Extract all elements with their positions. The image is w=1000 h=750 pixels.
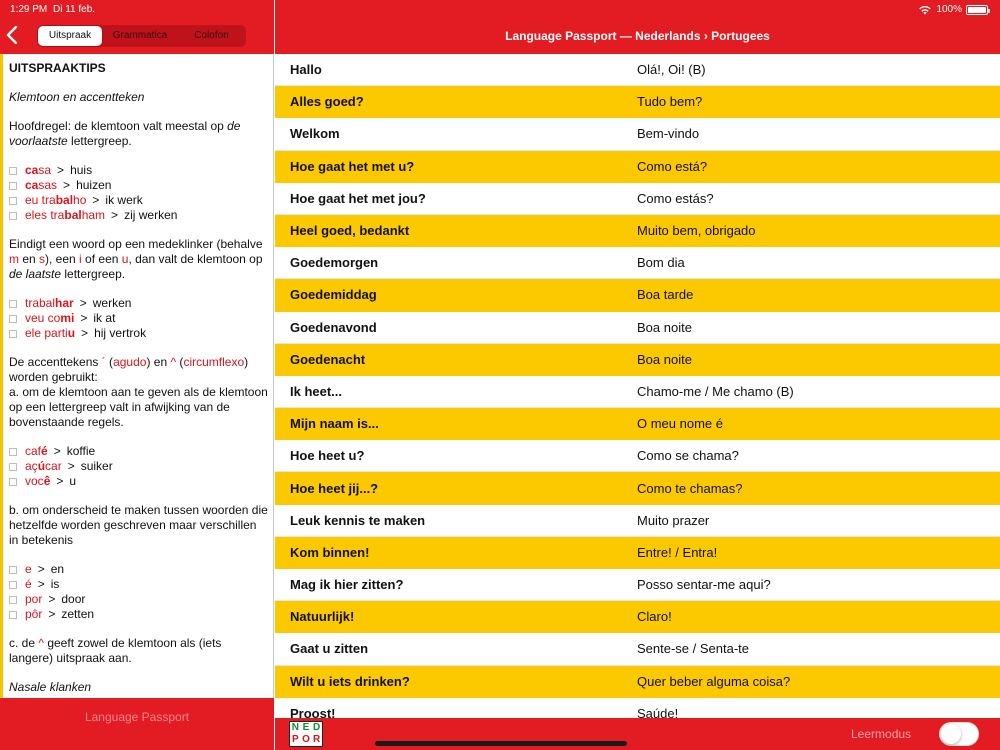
phrase-portuguese: Saúde! — [637, 705, 679, 718]
rule-3a: a. om de klemtoon aan te geven als de klemtoon op een lettergreep valt in afwijking van de bovenstaande regels. — [9, 385, 268, 429]
phrase-dutch: Welkom — [290, 126, 340, 142]
phrase-portuguese: Sente-se / Senta-te — [637, 641, 750, 657]
checkbox-icon — [9, 596, 17, 604]
checkbox-icon — [9, 448, 17, 456]
right-footer — [275, 718, 1000, 750]
phrase-row[interactable] — [275, 633, 1000, 665]
phrase-portuguese: Olá!, Oi! (B) — [637, 62, 706, 78]
phrase-portuguese: Como estás? — [637, 190, 714, 206]
rule-3: De accenttekens ´ (agudo) en ^ (circumflexo) worden gebruikt: — [9, 355, 249, 384]
phrase-row[interactable] — [275, 86, 1000, 118]
example-item: eles tra bal ham > zij werken — [9, 208, 268, 223]
phrase-row[interactable] — [275, 505, 1000, 537]
example-item: ele parti u > hij vertrok — [9, 326, 268, 341]
ned-por-logo: N E D P O R — [289, 721, 323, 747]
phrase-dutch: Alles goed? — [290, 94, 364, 110]
phrase-row[interactable] — [275, 376, 1000, 408]
checkbox-icon — [9, 197, 17, 205]
phrase-dutch: Hoe gaat het met u? — [290, 158, 415, 174]
tips-title: UITSPRAAKTIPS — [9, 61, 106, 75]
phrase-portuguese: Quer beber alguma coisa? — [637, 673, 791, 689]
phrase-portuguese: Como te chamas? — [637, 480, 743, 496]
phrase-portuguese: Bom dia — [637, 255, 685, 271]
phrase-row[interactable] — [275, 151, 1000, 183]
pronunciation-tips[interactable] — [0, 54, 274, 698]
phrase-row[interactable] — [275, 279, 1000, 311]
phrase-portuguese: Boa tarde — [637, 287, 694, 303]
status-right — [918, 4, 988, 15]
tab-grammatica[interactable]: Grammatica — [112, 30, 168, 41]
phrase-row[interactable] — [275, 54, 1000, 86]
phrase-row[interactable] — [275, 698, 1000, 718]
phrase-portuguese: Boa noite — [637, 351, 692, 367]
phrase-row[interactable] — [275, 118, 1000, 150]
phrase-dutch: Hoe gaat het met jou? — [290, 190, 426, 206]
example-item: aç ú car > suiker — [9, 459, 268, 474]
phrase-portuguese: Bem-vindo — [637, 126, 700, 142]
phrase-portuguese: Como se chama? — [637, 448, 739, 464]
checkbox-icon — [9, 167, 17, 175]
phrase-dutch: Leuk kennis te maken — [290, 512, 426, 528]
phrase-dutch: Goedemiddag — [290, 287, 377, 303]
learn-mode-toggle[interactable] — [939, 722, 979, 746]
examples-1 — [9, 163, 268, 223]
phrase-portuguese: Claro! — [637, 609, 672, 625]
left-pane — [0, 0, 274, 750]
examples-2 — [9, 296, 268, 341]
rule-3b: b. om onderscheid te maken tussen woorden die hetzelfde worden geschreven maar verschillen in betekenis — [9, 503, 268, 547]
example-item: ca sa > huis — [9, 163, 268, 178]
toggle-knob — [941, 724, 961, 744]
phrase-dutch: Kom binnen! — [290, 544, 370, 560]
segmented-control — [37, 25, 246, 47]
example-item: é > is — [9, 577, 268, 592]
phrase-dutch: Hoe heet u? — [290, 448, 365, 464]
phrase-dutch: Goedemorgen — [290, 255, 379, 271]
phrase-row[interactable] — [275, 472, 1000, 504]
status-time: 1:29 PM — [10, 4, 48, 15]
learn-mode-label: Leermodus — [851, 727, 912, 741]
example-item: eu tra bal ho > ik werk — [9, 193, 268, 208]
phrase-row[interactable] — [275, 183, 1000, 215]
phrase-row[interactable] — [275, 215, 1000, 247]
phrase-dutch: Ik heet... — [290, 383, 343, 399]
example-item: por > door — [9, 592, 268, 607]
checkbox-icon — [9, 581, 17, 589]
phrase-row[interactable] — [275, 408, 1000, 440]
example-item: ca sas > huizen — [9, 178, 268, 193]
checkbox-icon — [9, 182, 17, 190]
home-indicator[interactable] — [375, 741, 627, 746]
example-item: trabal har > werken — [9, 296, 268, 311]
phrase-dutch: Mag ik hier zitten? — [290, 577, 404, 593]
phrase-portuguese: Posso sentar-me aqui? — [637, 577, 771, 593]
rule-2: Eindigt een woord op een medeklinker (behalve m en s), een i of een u, dan valt de klemtoon op de laatste lettergreep. — [9, 237, 263, 281]
phrase-row[interactable] — [275, 247, 1000, 279]
phrase-row[interactable] — [275, 344, 1000, 376]
phrase-dutch: Goedenacht — [290, 351, 366, 367]
phrase-dutch: Gaat u zitten — [290, 641, 369, 657]
checkbox-icon — [9, 212, 17, 220]
phrase-portuguese: Como está? — [637, 158, 708, 174]
example-item: e > en — [9, 562, 268, 577]
subheading-nasal: Nasale klanken — [9, 680, 92, 694]
checkbox-icon — [9, 315, 17, 323]
phrase-dutch: Natuurlijk! — [290, 609, 355, 625]
phrase-row[interactable] — [275, 312, 1000, 344]
phrase-dutch: Wilt u iets drinken? — [290, 673, 410, 689]
phrase-portuguese: Muito bem, obrigado — [637, 223, 756, 239]
battery-percent: 100% — [936, 4, 962, 15]
phrase-portuguese: O meu nome é — [637, 416, 723, 432]
phrase-dutch: Heel goed, bedankt — [290, 223, 410, 239]
example-item: voc ê > u — [9, 474, 268, 489]
left-footer — [0, 698, 274, 750]
example-item: pôr > zetten — [9, 607, 268, 622]
phrase-dutch: Mijn naam is... — [290, 416, 379, 432]
phrase-dutch: Goedenavond — [290, 319, 377, 335]
tab-colofon[interactable]: Colofon — [194, 30, 229, 41]
phrase-portuguese: Entre! / Entra! — [637, 544, 718, 560]
rule-1: Hoofdregel: de klemtoon valt meestal op de voorlaatste lettergreep. — [9, 119, 241, 148]
examples-3 — [9, 444, 268, 489]
checkbox-icon — [9, 478, 17, 486]
subheading-stress: Klemtoon en accentteken — [9, 90, 145, 104]
examples-4 — [9, 562, 268, 622]
example-item: caf é > koffie — [9, 444, 268, 459]
phrase-portuguese: Boa noite — [637, 319, 692, 335]
tab-uitspraak[interactable]: Uitspraak — [38, 26, 102, 46]
phrase-portuguese: Muito prazer — [637, 512, 710, 528]
checkbox-icon — [9, 463, 17, 471]
phrase-row[interactable] — [275, 537, 1000, 569]
checkbox-icon — [9, 330, 17, 338]
phrase-dutch: Hoe heet jij...? — [290, 480, 379, 496]
phrase-portuguese: Chamo-me / Me chamo (B) — [637, 383, 794, 399]
phrase-dutch: Proost! — [290, 705, 336, 718]
status-bar — [0, 0, 1000, 20]
checkbox-icon — [9, 611, 17, 619]
checkbox-icon — [9, 566, 17, 574]
phrase-dutch: Hallo — [290, 62, 322, 78]
phrase-list[interactable] — [275, 54, 1000, 718]
wifi-icon — [918, 5, 932, 15]
phrase-portuguese: Tudo bem? — [637, 94, 703, 110]
example-item: veu co mi > ik at — [9, 311, 268, 326]
chevron-left-icon[interactable] — [6, 26, 24, 46]
phrase-row[interactable] — [275, 601, 1000, 633]
checkbox-icon — [9, 300, 17, 308]
phrase-row[interactable] — [275, 440, 1000, 472]
status-date: Di 11 feb. — [53, 4, 96, 15]
footer-app-name[interactable]: Language Passport — [84, 710, 190, 724]
phrase-row[interactable] — [275, 666, 1000, 698]
rule-3c: c. de ^ geeft zowel de klemtoon als (iets langere) uitspraak aan. — [9, 636, 222, 665]
battery-icon — [966, 5, 988, 15]
page-title: Language Passport — Nederlands › Portugees — [505, 29, 770, 43]
phrase-row[interactable] — [275, 569, 1000, 601]
